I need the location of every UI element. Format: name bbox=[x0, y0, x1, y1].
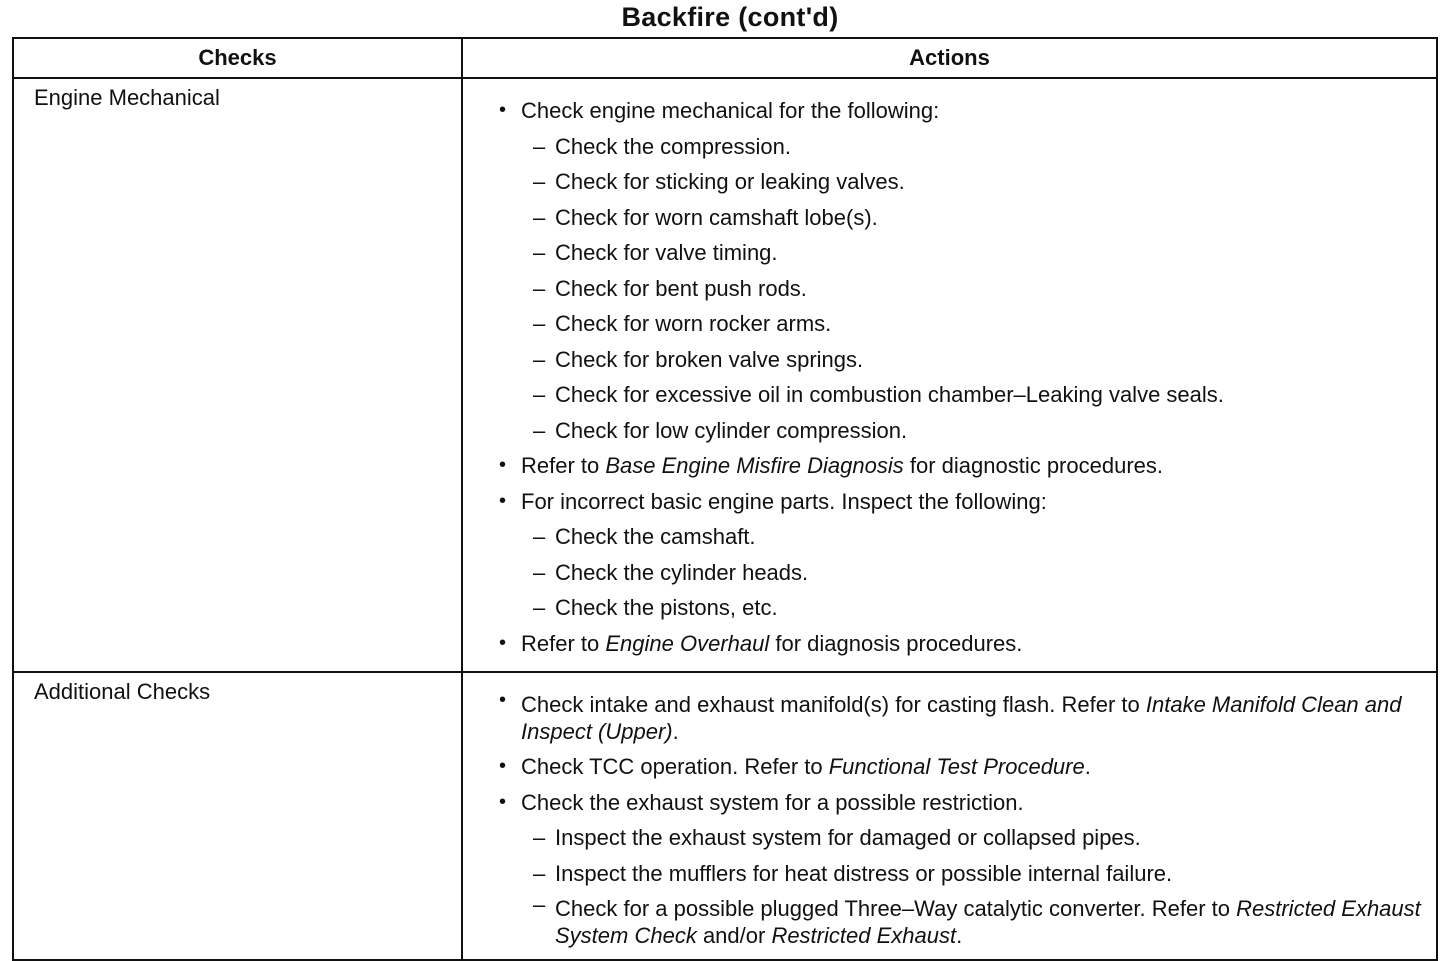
action-item bbox=[521, 93, 1428, 448]
table-row bbox=[13, 672, 1437, 960]
reference-link-text: Intake Manifold Clean and Inspect (Upper) bbox=[521, 692, 1402, 744]
table-header-row bbox=[13, 38, 1437, 78]
action-text: for diagnosis procedures. bbox=[769, 630, 1023, 656]
sub-action-item: – Check for broken valve springs. bbox=[533, 342, 1428, 378]
sub-action-item: – Check the compression. bbox=[533, 129, 1428, 165]
sub-action-item: – Inspect the mufflers for heat distress or possible internal failure. bbox=[533, 856, 1428, 892]
action-text: Check the exhaust system for a possible restriction. bbox=[521, 789, 1024, 815]
action-text: Refer to bbox=[521, 630, 606, 656]
actions-cell bbox=[462, 672, 1437, 960]
column-header-actions: Actions bbox=[462, 38, 1437, 78]
reference-link-text: Restricted Exhaust bbox=[771, 923, 957, 948]
sub-action-item: – Check for excessive oil in combustion chamber–Leaking valve seals. bbox=[533, 377, 1428, 413]
sub-action-list bbox=[521, 820, 1428, 953]
sub-action-item: – Check for low cylinder compression. bbox=[533, 413, 1428, 449]
sub-action-item: – Check the cylinder heads. bbox=[533, 555, 1428, 591]
action-item bbox=[521, 785, 1428, 954]
action-text: for diagnostic procedures. bbox=[903, 453, 1164, 478]
action-text: For incorrect basic engine parts. Inspect the following: bbox=[521, 488, 1047, 514]
reference-link-text: Functional Test Procedure bbox=[828, 754, 1085, 779]
action-item bbox=[521, 484, 1428, 626]
action-text: . bbox=[672, 719, 679, 744]
action-text: Check TCC operation. Refer to bbox=[521, 754, 829, 779]
action-item bbox=[521, 687, 1428, 749]
sub-action-item bbox=[533, 891, 1428, 953]
action-item bbox=[521, 749, 1428, 785]
sub-action-list bbox=[521, 129, 1428, 449]
action-list bbox=[463, 687, 1428, 953]
column-header-checks: Checks bbox=[13, 38, 462, 78]
action-text: and/or bbox=[696, 923, 772, 948]
action-text: Refer to bbox=[521, 453, 606, 478]
table-row bbox=[13, 78, 1437, 672]
action-text: . bbox=[1084, 754, 1091, 779]
action-item bbox=[521, 448, 1428, 484]
action-item bbox=[521, 626, 1428, 662]
check-name: Engine Mechanical bbox=[13, 78, 462, 672]
checks-actions-table bbox=[12, 37, 1438, 961]
sub-action-list bbox=[521, 519, 1428, 626]
sub-action-item: – Check for worn rocker arms. bbox=[533, 306, 1428, 342]
reference-link-text: Engine Overhaul bbox=[605, 630, 770, 656]
sub-action-item: – Check for sticking or leaking valves. bbox=[533, 164, 1428, 200]
sub-action-item: – Check the camshaft. bbox=[533, 519, 1428, 555]
sub-action-item: – Check for valve timing. bbox=[533, 235, 1428, 271]
action-text: Check engine mechanical for the following: bbox=[521, 98, 940, 123]
sub-action-item: – Inspect the exhaust system for damaged or collapsed pipes. bbox=[533, 820, 1428, 856]
action-text: . bbox=[956, 923, 963, 948]
sub-action-item: – Check the pistons, etc. bbox=[533, 590, 1428, 626]
action-text: Check intake and exhaust manifold(s) for casting flash. Refer to bbox=[521, 692, 1146, 717]
page-title: Backfire (cont'd) bbox=[621, 2, 839, 32]
reference-link-text: Restricted Exhaust System Check bbox=[555, 896, 1421, 948]
actions-cell bbox=[462, 78, 1437, 672]
reference-link-text: Base Engine Misfire Diagnosis bbox=[605, 453, 904, 478]
check-name: Additional Checks bbox=[13, 672, 462, 960]
sub-action-item: – Check for worn camshaft lobe(s). bbox=[533, 200, 1428, 236]
action-list bbox=[463, 93, 1428, 661]
action-text: Check for a possible plugged Three–Way catalytic converter. Refer to bbox=[555, 896, 1237, 921]
sub-action-item: – Check for bent push rods. bbox=[533, 271, 1428, 307]
